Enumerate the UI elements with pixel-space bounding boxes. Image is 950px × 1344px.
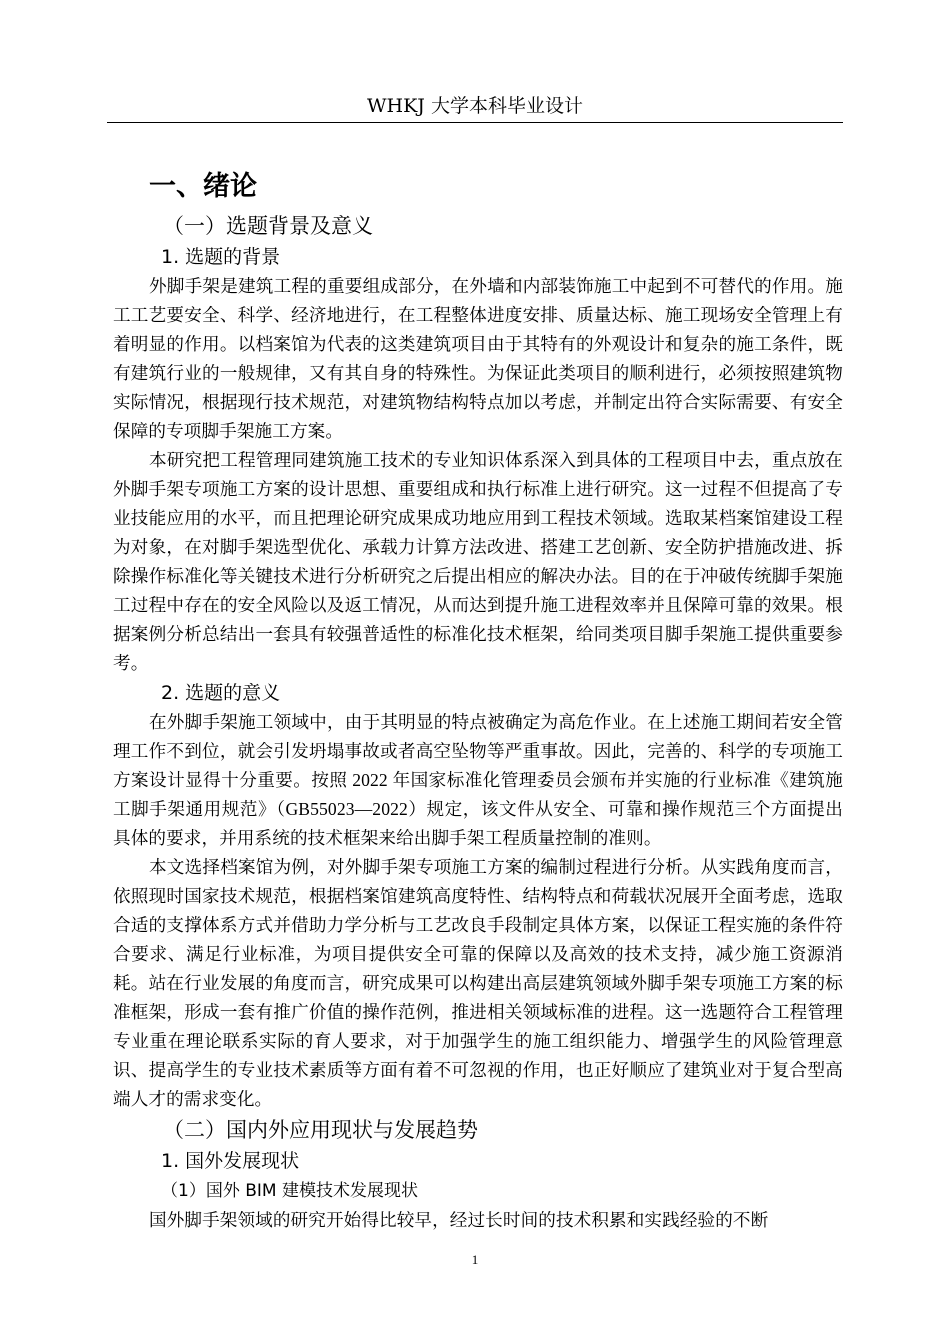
- subsubsection-heading: （1）国外 BIM 建模技术发展现状: [161, 1181, 418, 1201]
- header-divider: [107, 122, 843, 123]
- paragraph: 国外脚手架领域的研究开始得比较早，经过长时间的技术积累和实践经验的不断: [149, 1210, 769, 1230]
- paragraph: 本研究把工程管理同建筑施工技术的专业知识体系深入到具体的工程项目中去，重点放在外脚手架专项施工方案的设计思想、重要组成和执行标准上进行研究。这一过程不但提高了专业技能应用的水平，而且把理论研究成果成功地应用到工程技术领域。选取某档案馆建设工程为对象，在对脚手架选型优化、承载力计算方法改进、搭建工艺创新、安全防护措施改进、拆除操作标准化等关键技术进行分析研究之后提出相应的解决办法。目的在于冲破传统脚手架施工过程中存在的安全风险以及返工情况，从而达到提升施工进程效率并且保障可靠的效果。根据案例分析总结出一套具有较强普适性的标准化技术框架，给同类项目脚手架施工提供重要参考。: [113, 450, 843, 673]
- page-body: [113, 164, 843, 1235]
- page-header: WHKJ 大学本科毕业设计: [367, 95, 583, 117]
- subsection-heading: 1. 国外发展现状: [161, 1150, 300, 1172]
- page-number: 1: [471, 1252, 479, 1267]
- paragraph: 本文选择档案馆为例，对外脚手架专项施工方案的编制过程进行分析。从实践角度而言，依照现时国家技术规范，根据档案馆建筑高度特性、结构特点和荷载状况展开全面考虑，选取合适的支撑体系方式并借助力学分析与工艺改良手段制定具体方案，以保证工程实施的条件符合要求、满足行业标准，为项目提供安全可靠的保障以及高效的技术支持，减少施工资源消耗。站在行业发展的角度而言，研究成果可以构建出高层建筑领域外脚手架专项施工方案的标准框架，形成一套有推广价值的操作范例，推进相关领域标准的进程。这一选题符合工程管理专业重在理论联系实际的育人要求，对于加强学生的施工组织能力、增强学生的风险管理意识、提高学生的专业技术素质等方面有着不可忽视的作用，也正好顺应了建筑业对于复合型高端人才的需求变化。: [113, 857, 843, 1109]
- subsection-heading: 2. 选题的意义: [161, 682, 281, 704]
- section-heading: （一）选题背景及意义: [163, 214, 373, 238]
- paragraph: 外脚手架是建筑工程的重要组成部分，在外墙和内部装饰施工中起到不可替代的作用。施工工艺要安全、科学、经济地进行，在工程整体进度安排、质量达标、施工现场安全管理上有着明显的作用。以档案馆为代表的这类建筑项目由于其特有的外观设计和复杂的施工条件，既有建筑行业的一般规律，又有其自身的特殊性。为保证此类项目的顺利进行，必须按照建筑物实际情况，根据现行技术规范，对建筑物结构特点加以考虑，并制定出符合实际需要、有安全保障的专项脚手架施工方案。: [113, 276, 843, 441]
- chapter-title: 一、绪论: [149, 171, 257, 202]
- subsection-heading: 1. 选题的背景: [161, 246, 281, 268]
- section-heading: （二）国内外应用现状与发展趋势: [163, 1118, 478, 1142]
- paragraph: 在外脚手架施工领域中，由于其明显的特点被确定为高危作业。在上述施工期间若安全管理工作不到位，就会引发坍塌事故或者高空坠物等严重事故。因此，完善的、科学的专项施工方案设计显得十分重要。按照 2022 年国家标准化管理委员会颁布并实施的行业标准《建筑施工脚手架通用规范》（GB55023—2022）规定，该文件从安全、可靠和操作规范三个方面提出具体的要求，并用系统的技术框架来给出脚手架工程质量控制的准则。: [113, 712, 843, 848]
